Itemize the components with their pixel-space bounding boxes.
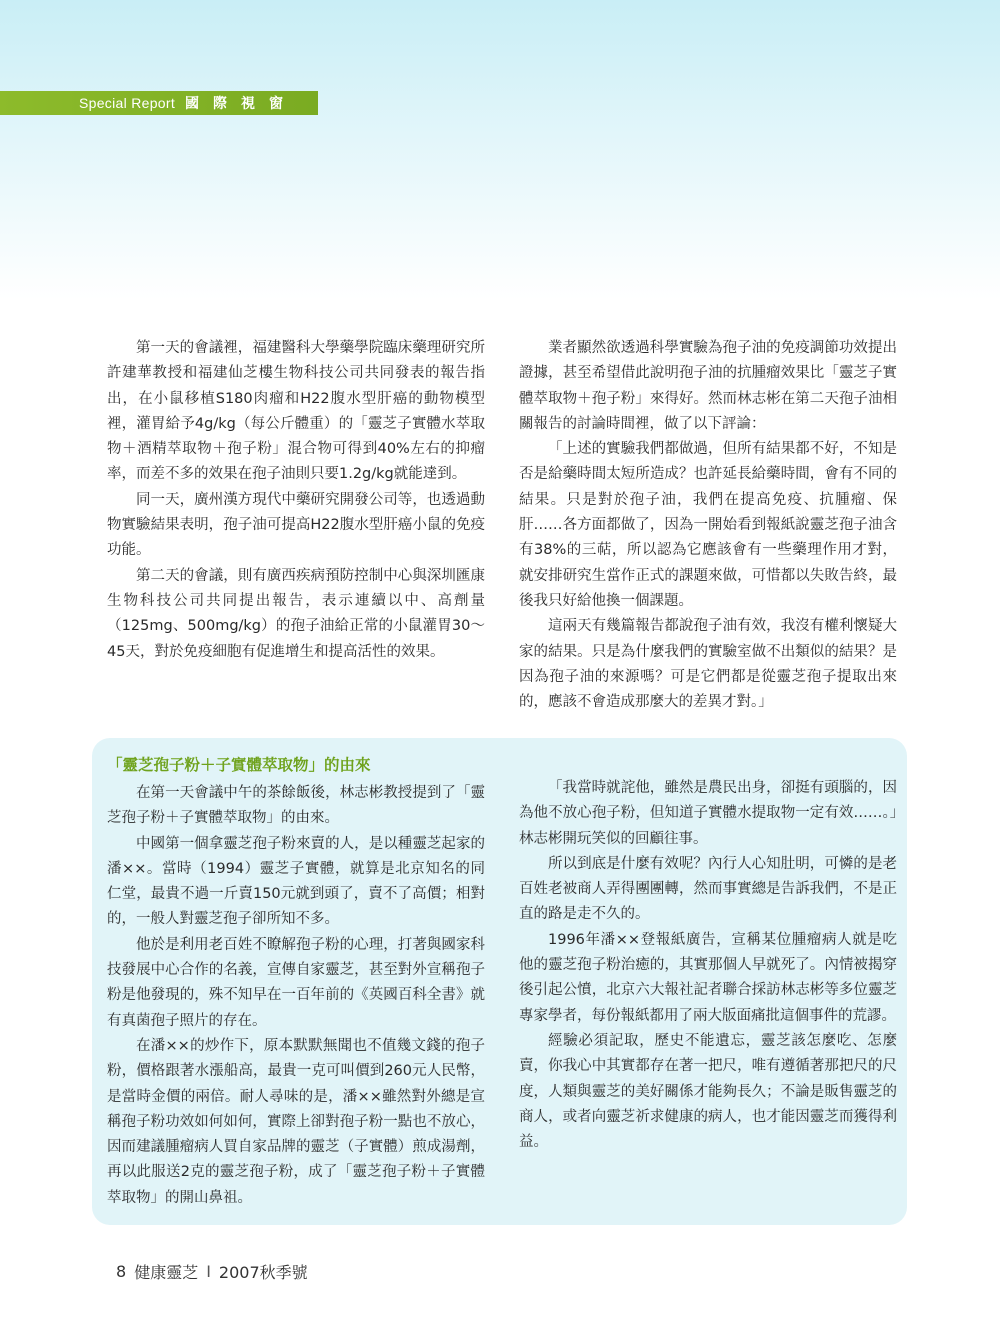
- article-paragraph: 同一天，廣州漢方現代中藥研究開發公司等，也透過動物實驗結果表明，孢子油可提高H22腹水型肝癌小鼠的免疫功能。: [107, 491, 485, 559]
- article-paragraph: 業者顯然欲透過科學實驗為孢子油的免疫調節功效提出證據，甚至希望借此說明孢子油的抗腫瘤效果比「靈芝子實體萃取物＋孢子粉」來得好。然而林志彬在第二天孢子油相關報告的討論時間裡，做了以下評論：: [519, 340, 897, 432]
- sidebar-paragraph: 在第一天會議中午的茶餘飯後，林志彬教授提到了「靈芝孢子粉＋子實體萃取物」的由來。: [107, 785, 485, 827]
- issue-label: 2007秋季號: [218, 1263, 308, 1282]
- sidebar-right-column: [519, 776, 897, 1155]
- article-paragraph: 第二天的會議，則有廣西疾病預防控制中心與深圳匯康生物科技公司共同提出報告，表示連續以中、高劑量（125mg、500mg/kg）的孢子油給正常的小鼠灌胃30～45天，對於免疫細胞有促進增生和提高活性的效果。: [107, 567, 485, 660]
- top-gradient-background: [0, 0, 1000, 300]
- article-paragraph: 第一天的會議裡，福建醫科大學藥學院臨床藥理研究所許建華教授和福建仙芝樓生物科技公司共同發表的報告指出，在小鼠移植S180肉瘤和H22腹水型肝癌的動物模型裡，灌胃給予4g/kg（每公斤體重）的「靈芝子實體水萃取物＋酒精萃取物＋孢子粉」混合物可得到40%左右的抑瘤率，而差不多的效果在孢子油則只要1.2g/kg就能達到。: [107, 340, 485, 483]
- article-right-column: [519, 336, 897, 715]
- page-footer: [116, 1260, 308, 1283]
- footer-separator: I: [206, 1262, 211, 1281]
- sidebar-paragraph: 經驗必須記取，歷史不能遺忘，靈芝該怎麼吃、怎麼賣，你我心中其實都存在著一把尺，唯有遵循著那把尺的尺度，人類與靈芝的美好關係才能夠長久；不論是販售靈芝的商人，或者向靈芝祈求健康的病人，也才能因靈芝而獲得利益。: [519, 1032, 897, 1151]
- article-quote-paragraph: 這兩天有幾篇報告都說孢子油有效，我沒有權利懷疑大家的結果。只是為什麼我們的實驗室做不出類似的結果？是因為孢子油的來源嗎？可是它們都是從靈芝孢子提取出來的，應該不會造成那麼大的差異才對。」: [519, 618, 897, 711]
- sidebar-paragraph: 所以到底是什麼有效呢？內行人心知肚明，可憐的是老百姓老被商人弄得團團轉，然而事實總是告訴我們，不是正直的路是走不久的。: [519, 855, 897, 923]
- page-number: 8: [116, 1262, 127, 1281]
- sidebar-paragraph: 中國第一個拿靈芝孢子粉來賣的人，是以種靈芝起家的潘××。當時（1994）靈芝子實體，就算是北京知名的同仁堂，最貴不過一斤賣150元就到頭了，賣不了高價；相對的，一般人對靈芝孢子卻所知不多。: [107, 835, 485, 928]
- sidebar-paragraph: 在潘××的炒作下，原本默默無聞也不值幾文錢的孢子粉，價格跟著水漲船高，最貴一克可叫價到260元人民幣，是當時金價的兩倍。耐人尋味的是，潘××雖然對外總是宣稱孢子粉功效如何如何，實際上卻對孢子粉一點也不放心，因而建議腫瘤病人買自家品牌的靈芝（子實體）煎成湯劑，再以此服送2克的靈芝孢子粉，成了「靈芝孢子粉＋子實體萃取物」的開山鼻祖。: [107, 1037, 485, 1206]
- article-quote-paragraph: 「上述的實驗我們都做過，但所有結果都不好，不知是否是給藥時間太短所造成？也許延長給藥時間，會有不同的結果。只是對於孢子油，我們在提高免疫、抗腫瘤、保肝……各方面都做了，因為一開始看到報紙說靈芝孢子油含有38%的三萜，所以認為它應該會有一些藥理作用才對，就安排研究生當作正式的課題來做，可惜都以失敗告終，最後我只好給他換一個課題。: [519, 441, 897, 609]
- sidebar-left-column: [107, 781, 485, 1211]
- article-left-column: [107, 336, 485, 665]
- sidebar-paragraph: 1996年潘××登報紙廣告，宣稱某位腫瘤病人就是吃他的靈芝孢子粉治癒的，其實那個人早就死了。內情被揭穿後引起公憤，北京六大報社記者聯合採訪林志彬等多位靈芝專家學者，每份報紙都用了兩大版面痛批這個事件的荒謬。: [519, 931, 897, 1024]
- section-header-bar: [0, 91, 318, 115]
- section-label-zh: 國際視窗: [185, 96, 298, 112]
- section-label-en: Special Report: [79, 95, 176, 111]
- magazine-name: 健康靈芝: [134, 1263, 199, 1282]
- sidebar-paragraph: 「我當時就詫他，雖然是農民出身，卻挺有頭腦的，因為他不放心孢子粉，但知道子實體水提取物一定有效……。」林志彬開玩笑似的回顧往事。: [519, 780, 897, 847]
- sidebar-paragraph: 他於是利用老百姓不瞭解孢子粉的心理，打著與國家科技發展中心合作的名義，宣傳自家靈芝，甚至對外宣稱孢子粉是他發現的，殊不知早在一百年前的《英國百科全書》就有真菌孢子照片的存在。: [107, 936, 485, 1029]
- sidebar-title: 「靈芝孢子粉＋子實體萃取物」的由來: [107, 756, 371, 774]
